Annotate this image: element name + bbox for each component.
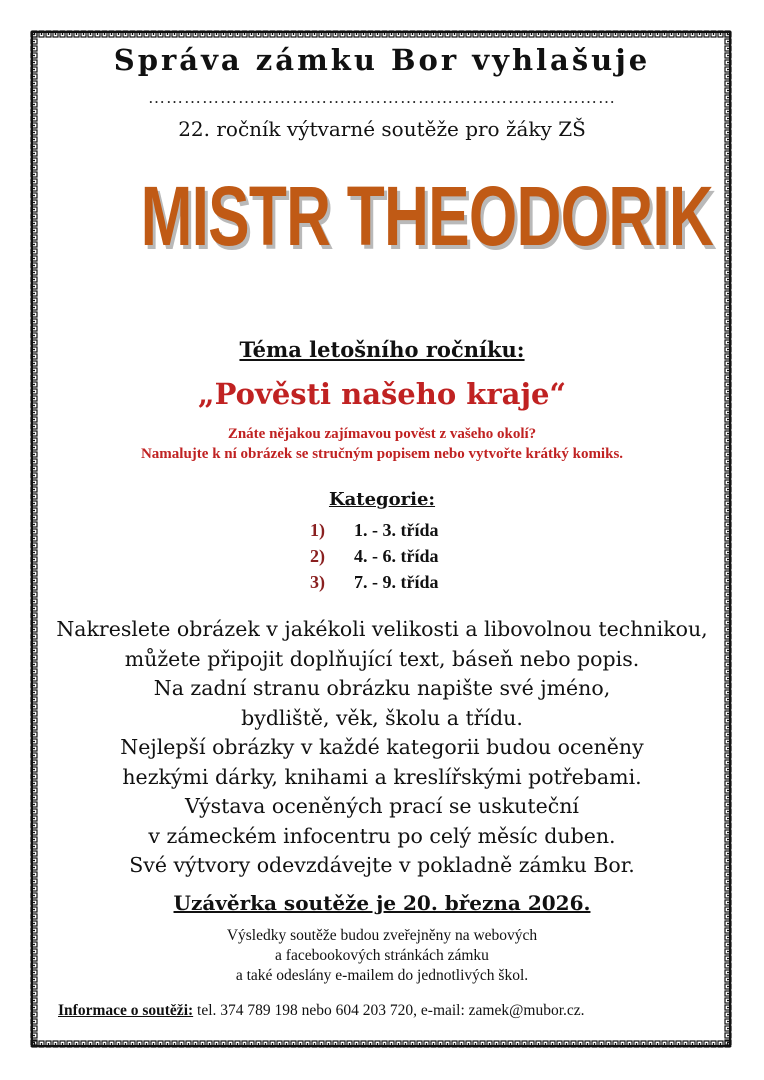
contact-info	[58, 1002, 718, 1020]
category-number: 3)	[310, 572, 325, 592]
rules-line: Na zadní stranu obrázku napište své jméno,	[153, 676, 611, 700]
rules-line: hezkými dárky, knihami a kreslířskými potřebami.	[122, 764, 642, 789]
rules-line: Výstava oceněných prací se uskuteční	[185, 794, 579, 818]
competition-subtitle: 22. ročník výtvarné soutěže pro žáky ZŠ	[178, 117, 586, 141]
theme-instruction: Namalujte k ní obrázek se stručným popisem nebo vytvořte krátký komiks.	[140, 446, 624, 462]
category-number: 2)	[310, 546, 325, 566]
category-item	[310, 546, 530, 572]
competition-title: MISTR THEODORIK	[140, 169, 714, 263]
theme-label: Téma letošního ročníku:	[239, 337, 525, 362]
results-line: a také odeslány e-mailem do jednotlivých škol.	[235, 967, 529, 984]
deadline: Uzávěrka soutěže je 20. března 2026.	[173, 891, 591, 915]
category-number: 1)	[310, 520, 325, 540]
title-block	[40, 168, 724, 278]
category-text: 1. - 3. třída	[354, 520, 439, 540]
results-line: Výsledky soutěže budou zveřejněny na webových	[226, 927, 538, 944]
rules-line: v zámeckém infocentru po celý měsíc duben.	[148, 823, 616, 848]
contact-details: tel. 374 789 198 nebo 604 203 720, e-mail: zamek@mubor.cz.	[193, 1002, 585, 1019]
organizer-heading: Správa zámku Bor vyhlašuje	[113, 43, 651, 77]
category-text: 7. - 9. třída	[354, 572, 439, 592]
theme-name: „Pověsti našeho kraje“	[197, 377, 567, 411]
category-item	[310, 572, 530, 598]
rules-line: Nejlepší obrázky v každé kategorii budou oceněny	[120, 735, 644, 759]
contact-label: Informace o soutěži:	[58, 1002, 194, 1019]
rules-text	[40, 615, 724, 881]
theme-question: Znáte nějakou zajímavou pověst z vašeho okolí?	[227, 426, 537, 442]
categories-list	[310, 520, 530, 598]
category-item	[310, 520, 530, 546]
category-text: 4. - 6. třída	[354, 546, 439, 566]
results-line: a facebookových stránkách zámku	[275, 947, 489, 964]
rules-line: bydliště, věk, školu a třídu.	[241, 705, 523, 730]
dotted-separator: ……………………………………………………………………	[148, 88, 616, 107]
rules-line: Své výtvory odevzdávejte v pokladně zámku Bor.	[129, 853, 635, 877]
results-text	[40, 926, 724, 986]
categories-label: Kategorie:	[328, 489, 436, 510]
rules-line: můžete připojit doplňující text, báseň nebo popis.	[124, 646, 640, 671]
rules-line: Nakreslete obrázek v jakékoli velikosti a libovolnou technikou,	[56, 617, 708, 641]
